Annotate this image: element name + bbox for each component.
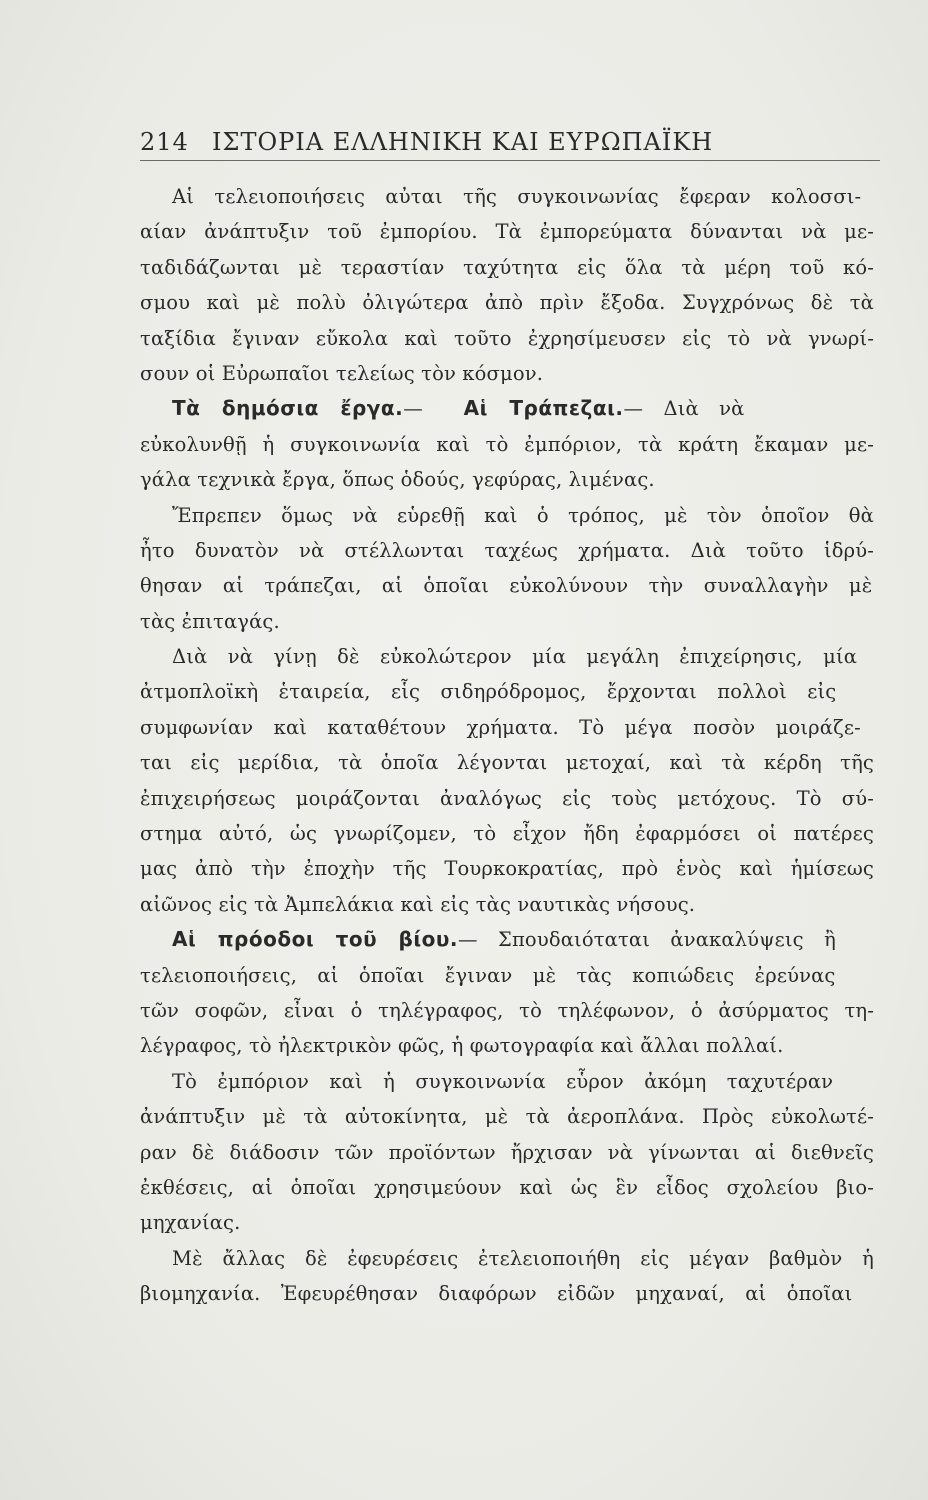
text-line: ἐκθέσεις, αἱ ὁποῖαι χρησιμεύουν καὶ ὡς ἓν εἶδος σχολείου βιο-	[140, 1175, 874, 1199]
text-line: ἐπιχειρήσεως μοιράζονται ἀναλόγως εἰς τοὺς μετόχους. Τὸ σύ-	[140, 786, 874, 810]
text-line: εὐκολυνθῇ ἡ συγκοινωνία καὶ τὸ ἐμπόριον, τὰ κράτη ἔκαμαν με-	[140, 432, 874, 456]
text-line: Διὰ νὰ γίνῃ δὲ εὐκολώτερον μία μεγάλη ἐπιχείρησις, μία	[172, 645, 858, 669]
text-line: ἀτμοπλοϊκὴ ἑταιρεία, εἷς σιδηρόδρομος, ἔρχονται πολλοὶ εἰς	[140, 680, 837, 704]
section-heading-public-works: Τὰ δημόσια ἔργα.	[172, 396, 404, 421]
text-line: βιομηχανία. Ἐφευρέθησαν διαφόρων εἰδῶν μηχαναί, αἱ ὁποῖαι	[140, 1282, 853, 1306]
section-heading-line: Τὰ δημόσια ἔργα.— Αἱ Τράπεζαι.— Διὰ νὰ	[172, 396, 745, 421]
text-line: ραν δὲ διάδοσιν τῶν προϊόντων ἤρχισαν νὰ γίνωνται αἱ διεθνεῖς	[140, 1140, 874, 1164]
text-line: αἰῶνος εἰς τὰ Ἀμπελάκια καὶ εἰς τὰς ναυτικὰς νήσους.	[140, 892, 696, 916]
section-heading-progress: Αἱ πρόοδοι τοῦ βίου.	[172, 927, 459, 952]
text-line: ἦτο δυνατὸν νὰ στέλλωνται ταχέως χρήματα. Διὰ τοῦτο ἱδρύ-	[140, 538, 874, 562]
page-header	[140, 126, 880, 161]
text-line: Αἱ τελειοποιήσεις αὐται τῆς συγκοινωνίας ἔφεραν κολοσσι-	[172, 185, 862, 208]
text-line: Τὸ ἐμπόριον καὶ ἡ συγκοινωνία εὗρον ἀκόμη ταχυτέραν	[172, 1069, 834, 1093]
text-line: αίαν ἀνάπτυξιν τοῦ ἐμπορίου. Τὰ ἐμπορεύματα δύνανται νὰ με-	[140, 220, 874, 244]
section-heading-banks: Αἱ Τράπεζαι.	[463, 396, 624, 421]
running-title: ΙΣΤΟΡΙΑ ΕΛΛΗΝΙΚΗ ΚΑΙ ΕΥΡΩΠΑΪΚΗ	[212, 128, 714, 156]
text-line: στημα αὐτό, ὡς γνωρίζομεν, τὸ εἶχον ἤδη ἐφαρμόσει οἱ πατέρες	[140, 822, 874, 846]
text-line: θησαν αἱ τράπεζαι, αἱ ὁποῖαι εὐκολύνουν τὴν συναλλαγὴν μὲ	[140, 574, 873, 598]
text-line: ταδιδάζωνται μὲ τεραστίαν ταχύτητα εἰς ὅλα τὰ μέρη τοῦ κό-	[140, 255, 874, 279]
text-line: ται εἰς μερίδια, τὰ ὁποῖα λέγονται μετοχαί, καὶ τὰ κέρδη τῆς	[140, 751, 874, 775]
text-line: λέγραφος, τὸ ἠλεκτρικὸν φῶς, ἡ φωτογραφία καὶ ἄλλαι πολλαί.	[140, 1034, 784, 1058]
text-line: Μὲ ἄλλας δὲ ἐφευρέσεις ἐτελειοποιήθη εἰς μέγαν βαθμὸν ἡ	[172, 1246, 874, 1270]
text-line: σουν οἱ Εὐρωπαῖοι τελείως τὸν κόσμον.	[140, 361, 544, 385]
text-line: Ἔπρεπεν ὅμως νὰ εὑρεθῇ καὶ ὁ τρόπος, μὲ τὸν ὁποῖον θὰ	[172, 503, 874, 527]
text-line: μας ἀπὸ τὴν ἐποχὴν τῆς Τουρκοκρατίας, πρὸ ἑνὸς καὶ ἡμίσεως	[140, 857, 874, 881]
section-heading-line: Αἱ πρόοδοι τοῦ βίου.— Σπουδαιόταται ἀνακαλύψεις ἢ	[172, 927, 836, 952]
text-line: τελειοποιήσεις, αἱ ὁποῖαι ἔγιναν μὲ τὰς κοπιώδεις ἐρεύνας	[140, 963, 836, 987]
text-line: μηχανίας.	[140, 1211, 241, 1235]
text-line: γάλα τεχνικὰ ἔργα, ὅπως ὁδούς, γεφύρας, λιμένας.	[140, 468, 655, 492]
text-line: ταξίδια ἔγιναν εὔκολα καὶ τοῦτο ἐχρησίμευσεν εἰς τὸ νὰ γνωρί-	[140, 326, 874, 350]
text-line: τὰς ἐπιταγάς.	[140, 609, 280, 633]
page-number: 214	[140, 128, 189, 156]
text-line: ἀνάπτυξιν μὲ τὰ αὐτοκίνητα, μὲ τὰ ἀεροπλάνα. Πρὸς εὐκολωτέ-	[140, 1105, 874, 1129]
text-line: συμφωνίαν καὶ καταθέτουν χρήματα. Τὸ μέγα ποσὸν μοιράζε-	[140, 715, 861, 739]
text-line: τῶν σοφῶν, εἶναι ὁ τηλέγραφος, τὸ τηλέφωνον, ὁ ἀσύρματος τη-	[140, 998, 874, 1022]
page-body	[140, 179, 874, 1312]
text-line: σμου καὶ μὲ πολὺ ὀλιγώτερα ἀπὸ πρὶν ἔξοδα. Συγχρόνως δὲ τὰ	[140, 291, 874, 315]
